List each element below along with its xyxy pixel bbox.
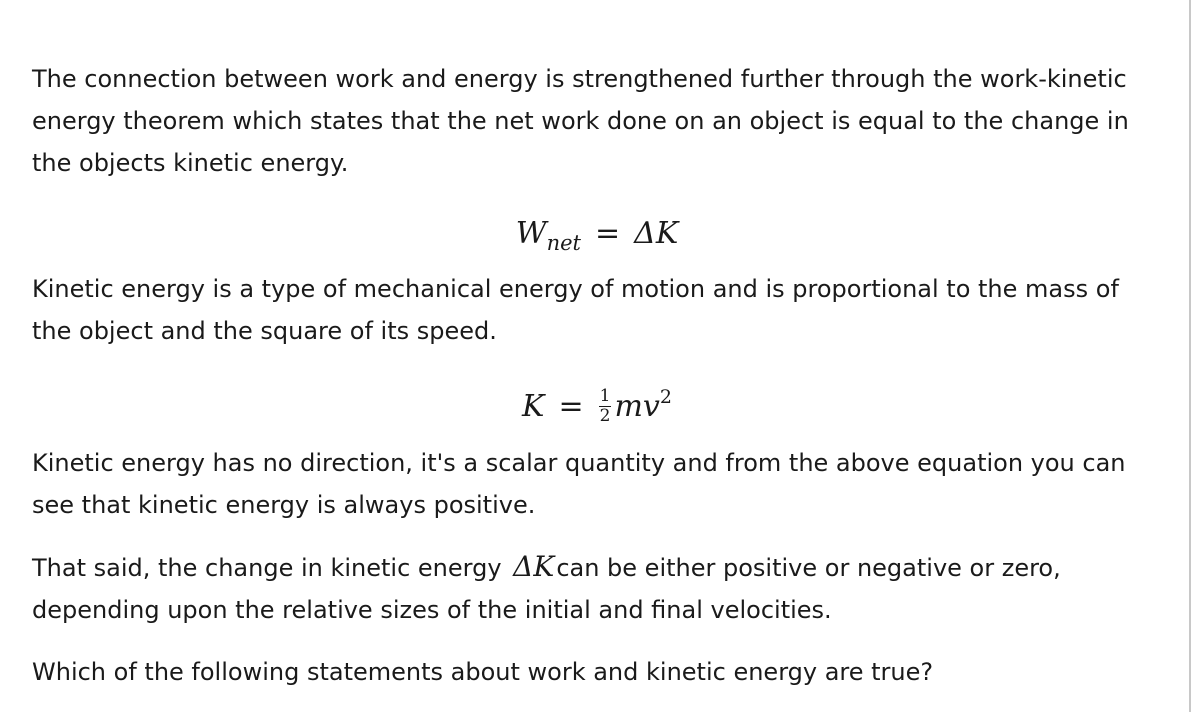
- p4-text-before: That said, the change in kinetic energy: [32, 554, 510, 582]
- equation-work-energy-theorem: [32, 204, 1162, 264]
- question-body: [32, 58, 1162, 693]
- eq2-lhs: K: [522, 389, 545, 424]
- paragraph-scalar-quantity: Kinetic energy has no direction, it's a scalar quantity and from the above equation you can see that kinetic energy is always positive.: [32, 449, 1126, 519]
- eq1-lhs-subscript: net: [546, 231, 582, 255]
- inline-delta-k: ΔK: [513, 550, 555, 583]
- eq1-rhs: ΔK: [634, 216, 679, 251]
- p4-text-after: can be either positive or negative or zero, depending upon the relative sizes of the initial and final velocities.: [32, 554, 1061, 624]
- eq2-fraction-numerator: 1: [599, 385, 611, 406]
- question-prompt: Which of the following statements about work and kinetic energy are true?: [32, 658, 934, 686]
- eq2-rhs-superscript: 2: [659, 386, 672, 408]
- paragraph-work-energy-theorem: The connection between work and energy is strengthened further through the work-kinetic energy theorem which states that the net work done on an object is equal to the change in the objects kinetic energy.: [32, 65, 1129, 177]
- eq2-operator: =: [558, 389, 584, 424]
- eq2-fraction: [599, 385, 612, 426]
- eq2-fraction-denominator: 2: [599, 405, 611, 426]
- paragraph-kinetic-energy-definition: Kinetic energy is a type of mechanical energy of motion and is proportional to the mass of the object and the square of its speed.: [32, 275, 1119, 345]
- paragraph-change-in-kinetic-energy: [32, 546, 1162, 631]
- eq1-operator: =: [595, 216, 621, 251]
- page-right-border: [1189, 0, 1191, 712]
- eq1-lhs: W: [515, 216, 547, 251]
- eq2-rhs: mv: [614, 389, 660, 424]
- equation-kinetic-energy: [32, 364, 1162, 430]
